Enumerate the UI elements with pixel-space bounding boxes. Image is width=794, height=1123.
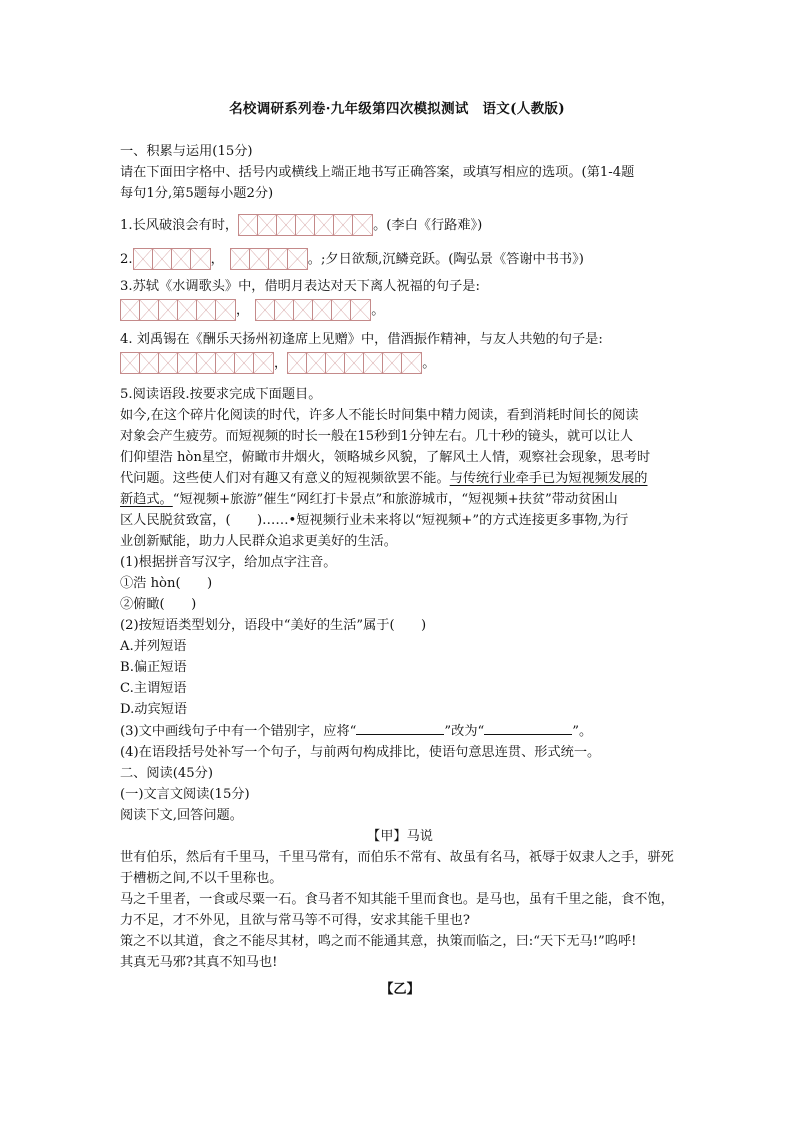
option-d: D.动宾短语: [120, 702, 188, 717]
text-jia-title: 【甲】马说: [367, 829, 433, 844]
grid-cell[interactable]: [326, 353, 345, 373]
grid-cell[interactable]: [294, 300, 313, 320]
grid-cell[interactable]: [231, 249, 250, 269]
section-2-instruction: 阅读下文,回答问题。: [120, 808, 243, 823]
section-1-instruction-line-2: 每句1分,第5题每小题2分): [120, 186, 274, 201]
grid-cell[interactable]: [216, 353, 235, 373]
passage-line: 们仰望浩 hòn星空，俯瞰市井烟火，领略城乡风貌，了解风土人情，观察社会现象，思考时: [120, 450, 651, 465]
grid-cell[interactable]: [250, 249, 269, 269]
option-c: C.主谓短语: [120, 681, 187, 696]
question-1: [120, 212, 680, 236]
grid-cell[interactable]: [197, 300, 216, 320]
answer-blank-correct-char[interactable]: [484, 720, 572, 735]
passage-line: 对象会产生疲劳。而短视频的时长一般在15秒到1分钟左右。几十秒的镜头，就可以让人: [120, 429, 634, 444]
q4-end: 。: [422, 356, 436, 371]
grid-cell[interactable]: [402, 353, 421, 373]
grid-cell[interactable]: [235, 353, 254, 373]
grid-cell[interactable]: [353, 215, 372, 235]
q3-answer-grid-1[interactable]: [120, 299, 236, 321]
q2-prefix: 2.: [120, 252, 133, 267]
classical-text-line: 马之千里者，一食或尽粟一石。食马者不知其能千里而食也。是马也，虽有千里之能，食不饱，: [120, 892, 674, 907]
q1-prefix: 1.长风破浪会有时，: [120, 218, 239, 233]
grid-cell[interactable]: [315, 215, 334, 235]
grid-cell[interactable]: [178, 300, 197, 320]
q3-comma: ，: [236, 303, 250, 318]
grid-cell[interactable]: [334, 215, 353, 235]
q2-suffix: 。;夕日欲颓,沉鳞竞跃。(陶弘景《答谢中书书》): [307, 252, 584, 267]
grid-cell[interactable]: [134, 249, 153, 269]
classical-text-line: 策之不以其道，食之不能尽其材，鸣之而不能通其意，执策而临之，曰:“天下无马!”呜呼!: [120, 934, 637, 949]
question-4-answer: [120, 350, 680, 374]
passage-line: [120, 468, 680, 489]
grid-cell[interactable]: [383, 353, 402, 373]
grid-cell[interactable]: [191, 249, 210, 269]
passage-line: 如今,在这个碎片化阅读的时代，许多人不能长时间集中精力阅读，看到消耗时间长的阅读: [120, 408, 639, 423]
q3-answer-grid-2[interactable]: [255, 299, 371, 321]
sub-question-3-text: ”改为“: [444, 724, 485, 739]
passage-text: 代问题。这些使人们对有趣又有意义的短视频欲罢不能。: [120, 471, 450, 486]
grid-cell[interactable]: [254, 353, 273, 373]
grid-cell[interactable]: [197, 353, 216, 373]
passage-line: [120, 489, 680, 510]
grid-cell[interactable]: [288, 249, 307, 269]
section-1-heading: 一、积累与运用(15分): [120, 144, 253, 159]
grid-cell[interactable]: [140, 300, 159, 320]
option-a: A.并列短语: [120, 639, 187, 654]
section-2-sub-heading: (一)文言文阅读(15分): [120, 787, 250, 802]
sub-question-1b: ②俯瞰( ): [120, 597, 197, 612]
grid-cell[interactable]: [153, 249, 172, 269]
classical-text-line: 世有伯乐，然后有千里马，千里马常有，而伯乐不常有、故虽有名马，祇辱于奴隶人之手，骈死: [120, 850, 674, 865]
grid-cell[interactable]: [351, 300, 370, 320]
q1-suffix: 。(李白《行路难》): [373, 218, 483, 233]
grid-cell[interactable]: [216, 300, 235, 320]
grid-cell[interactable]: [121, 300, 140, 320]
q2-comma: ，: [210, 252, 224, 267]
grid-cell[interactable]: [258, 215, 277, 235]
grid-cell[interactable]: [313, 300, 332, 320]
grid-cell[interactable]: [159, 300, 178, 320]
grid-cell[interactable]: [288, 353, 307, 373]
section-1-instruction-line-1: 请在下面田字格中、括号内或横线上端正地书写正确答案，或填写相应的选项。(第1-4题: [120, 165, 635, 180]
underlined-sentence: 与传统行业牵手已为短视频发展的: [449, 471, 648, 486]
grid-cell[interactable]: [307, 353, 326, 373]
q4-answer-grid-2[interactable]: [287, 352, 422, 374]
text-yi-title: 【乙】: [380, 982, 420, 997]
question-3-answer: [120, 297, 680, 321]
question-2: [120, 246, 680, 270]
grid-cell[interactable]: [159, 353, 178, 373]
classical-text-line: 于槽枥之间,不以千里称也。: [120, 871, 283, 886]
question-5-heading: 5.阅读语段.按要求完成下面题目。: [120, 387, 322, 402]
exam-content: [120, 141, 680, 1000]
grid-cell[interactable]: [364, 353, 383, 373]
q4-comma: ，: [274, 356, 288, 371]
passage-text: “短视频+旅游”催生“网红打卡景点”和旅游城市，“短视频+扶贫”带动贫困山: [172, 492, 618, 507]
grid-cell[interactable]: [140, 353, 159, 373]
answer-blank-wrong-char[interactable]: [356, 720, 444, 735]
q2-answer-grid-2[interactable]: [230, 248, 308, 270]
grid-cell[interactable]: [332, 300, 351, 320]
question-4-text: 4. 刘禹锡在《酬乐天扬州初逢席上见赠》中，借酒振作精神，与友人共勉的句子是:: [120, 332, 603, 347]
q1-answer-grid[interactable]: [238, 214, 373, 236]
classical-text-line: 其真无马邪?其真不知马也!: [120, 955, 278, 970]
grid-cell[interactable]: [256, 300, 275, 320]
grid-cell[interactable]: [121, 353, 140, 373]
sub-question-1a: ①浩 hòn( ): [120, 576, 213, 591]
grid-cell[interactable]: [275, 300, 294, 320]
underlined-sentence-end: 新趋式。: [120, 492, 173, 507]
classical-text-line: 力不足，才不外见，且欲与常马等不可得，安求其能千里也?: [120, 913, 470, 928]
sub-question-1: (1)根据拼音写汉字，给加点字注音。: [120, 555, 337, 570]
sub-question-3: [120, 720, 680, 742]
grid-cell[interactable]: [239, 215, 258, 235]
q4-answer-grid-1[interactable]: [120, 352, 274, 374]
grid-cell[interactable]: [296, 215, 315, 235]
question-3-text: 3.苏轼《水调歌头》中，借明月表达对天下离人祝福的句子是:: [120, 279, 480, 294]
sub-question-3-text: ”。: [572, 724, 593, 739]
sub-question-3-text: (3)文中画线句子中有一个错别字，应将“: [120, 724, 357, 739]
q2-answer-grid-1[interactable]: [133, 248, 211, 270]
option-b: B.偏正短语: [120, 660, 187, 675]
grid-cell[interactable]: [345, 353, 364, 373]
page-title: 名校调研系列卷·九年级第四次模拟测试 语文(人教版): [229, 101, 565, 117]
grid-cell[interactable]: [172, 249, 191, 269]
passage-line: 业创新赋能，助力人民群众追求更美好的生活。: [120, 534, 397, 549]
q3-end: 。: [371, 303, 385, 318]
grid-cell[interactable]: [178, 353, 197, 373]
grid-cell[interactable]: [277, 215, 296, 235]
sub-question-2: (2)按短语类型划分，语段中“美好的生活”属于( ): [120, 618, 427, 633]
grid-cell[interactable]: [269, 249, 288, 269]
sub-question-4: (4)在语段括号处补写一个句子，与前两句构成排比，使语句意思连贯、形式统一。: [120, 745, 601, 760]
section-2-heading: 二、阅读(45分): [120, 766, 214, 781]
passage-line: 区人民脱贫致富，( )……•短视频行业未来将以“短视频+”的方式连接更多事物,为行: [120, 513, 629, 528]
